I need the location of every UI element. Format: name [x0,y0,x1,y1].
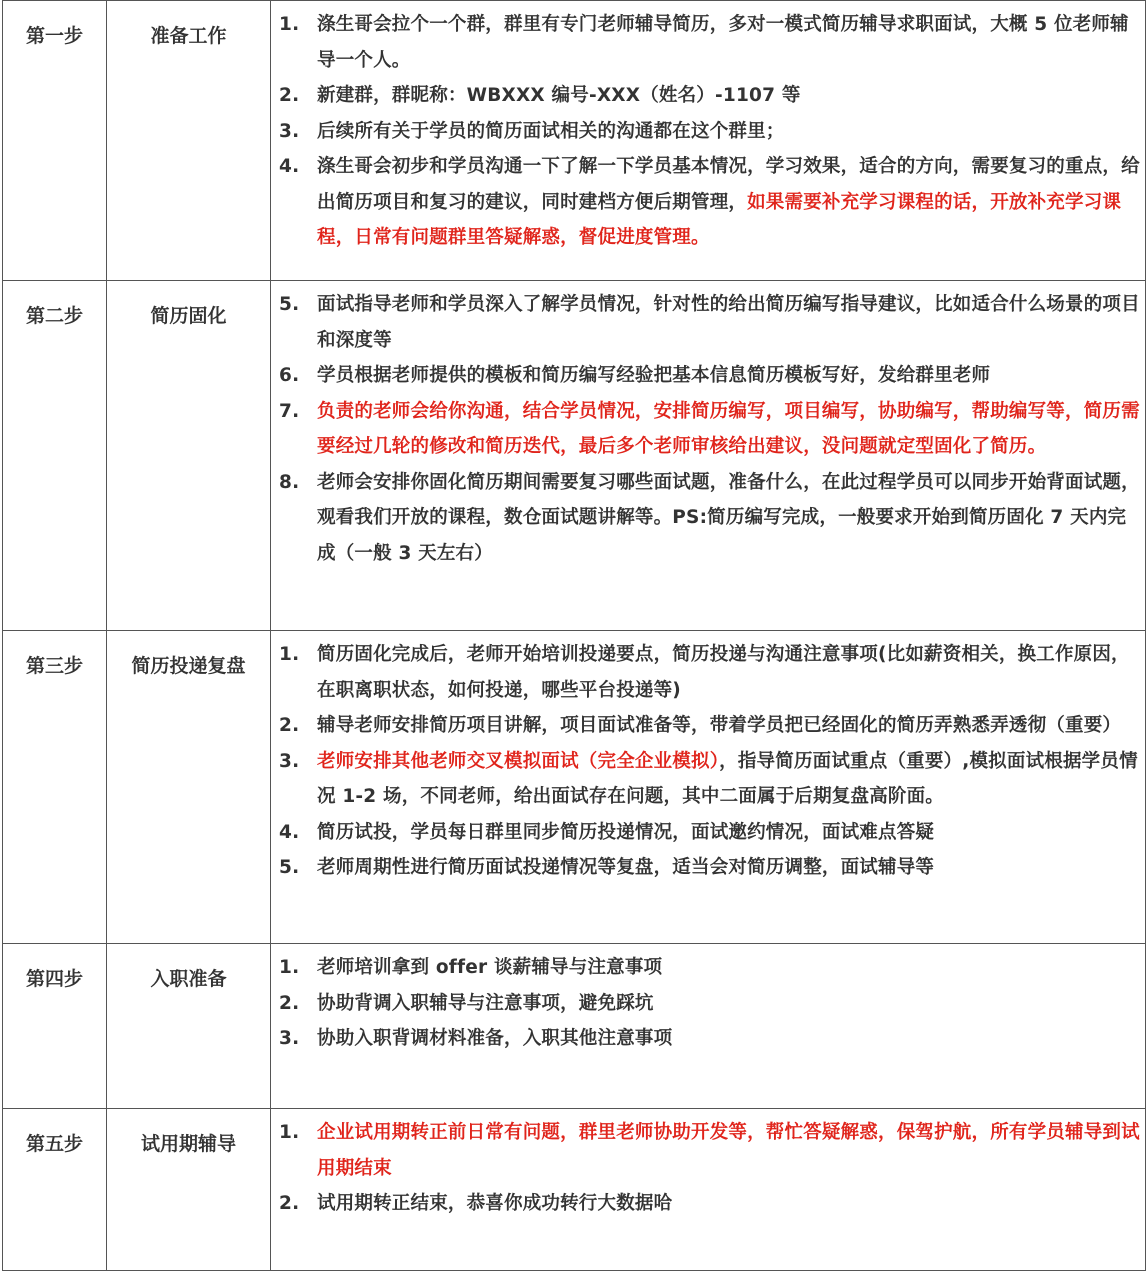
item-number: 3. [279,1028,300,1049]
item-text-segment: 老师培训拿到 offer 谈薪辅导与注意事项 [317,957,663,978]
list-item [279,815,1145,851]
item-number: 1. [279,14,300,35]
list-item [279,744,1145,815]
step-row [3,631,1146,944]
step-row [3,1,1146,281]
highlighted-text: 如果需要补充学习课程的话，开放补充学习课程，日常有问题群里答疑解惑，督促进度管理。 [317,191,1122,248]
step-title: 试用期辅导 [107,1109,271,1271]
step-content [271,1109,1146,1271]
item-number: 4. [279,156,300,177]
item-text [317,986,1145,1022]
item-number: 5. [279,857,300,878]
step-label: 第一步 [3,1,107,281]
highlighted-text: 老师安排其他老师交叉模拟面试（完全企业模拟） [317,750,720,772]
item-number: 8. [279,471,300,493]
item-text [317,114,1145,150]
list-item [279,149,1145,256]
step-item-list [279,637,1145,886]
step-item-list [279,287,1145,571]
step-title: 准备工作 [107,1,271,281]
item-text [317,465,1145,572]
step-title: 简历固化 [107,281,271,631]
item-number: 5. [279,294,300,315]
item-text [317,637,1145,708]
item-text [317,78,1145,114]
item-number: 2. [279,85,300,106]
item-number: 1. [279,644,300,665]
list-item [279,358,1145,394]
item-text [317,950,1145,986]
list-item [279,986,1145,1022]
list-item [279,7,1145,78]
item-text [317,1021,1145,1057]
step-item-list [279,7,1145,256]
list-item [279,394,1145,465]
step-content [271,281,1146,631]
item-text [317,287,1145,358]
step-label: 第四步 [3,944,107,1109]
step-title: 入职准备 [107,944,271,1109]
list-item [279,287,1145,358]
item-text [317,1186,1145,1222]
step-row [3,1109,1146,1271]
item-number: 2. [279,1193,300,1214]
item-text [317,850,1145,886]
list-item [279,114,1145,150]
steps-table-body [3,1,1146,1271]
step-content [271,944,1146,1109]
item-text [317,1115,1145,1186]
item-number: 2. [279,715,300,736]
item-text-segment: ，指导简历面试重点（重要）,模拟面试根据学员情况 1-2 场，不同老师，给出面试存在问题，其中二面属于后期复盘高阶面。 [317,750,1138,807]
item-text-segment: 辅导老师安排简历项目讲解，项目面试准备等，带着学员把已经固化的简历弄熟悉弄透彻（重要） [317,715,1122,736]
item-number: 3. [279,120,300,142]
item-text [317,815,1145,851]
step-item-list [279,950,1145,1057]
list-item [279,78,1145,114]
item-text-segment: 后续所有关于学员的简历面试相关的沟通都在这个群里； [317,120,785,142]
item-text-segment: 学员根据老师提供的模板和简历编写经验把基本信息简历模板写好，发给群里老师 [317,365,991,386]
list-item [279,1021,1145,1057]
highlighted-text: 负责的老师会给你沟通，结合学员情况，安排简历编写，项目编写，协助编写，帮助编写等，简历需要经过几轮的修改和简历迭代，最后多个老师审核给出建议，没问题就定型固化了简历。 [317,400,1140,457]
item-text [317,7,1145,78]
step-row [3,281,1146,631]
item-text-segment: 新建群，群昵称：WBXXX 编号-XXX（姓名）-1107 等 [317,85,801,106]
item-text-segment: 涤生哥会拉个一个群，群里有专门老师辅导简历，多对一模式简历辅导求职面试，大概 5 位老师辅导一个人。 [317,14,1129,71]
step-title: 简历投递复盘 [107,631,271,944]
item-text [317,149,1145,256]
list-item [279,1186,1145,1222]
list-item [279,708,1145,744]
step-label: 第五步 [3,1109,107,1271]
item-text [317,744,1145,815]
item-text-segment: 老师周期性进行简历面试投递情况等复盘，适当会对简历调整，面试辅导等 [317,857,935,878]
step-content [271,631,1146,944]
step-label: 第二步 [3,281,107,631]
item-text-segment: 协助背调入职辅导与注意事项，避免踩坑 [317,992,654,1014]
item-text-segment: 简历固化完成后，老师开始培训投递要点，简历投递与沟通注意事项(比如薪资相关，换工作原因，在职离职状态，如何投递，哪些平台投递等) [317,644,1130,701]
item-text [317,358,1145,394]
item-text-segment: 协助入职背调材料准备，入职其他注意事项 [317,1028,673,1049]
item-number: 3. [279,750,300,772]
item-text-segment: 涤生哥会初步和学员沟通一下了解一下学员基本情况，学习效果，适合的方向，需要复习的重点，给出简历项目和复习的建议，同时建档方便后期管理， [317,156,1140,213]
list-item [279,850,1145,886]
item-number: 7. [279,400,300,422]
item-number: 4. [279,821,300,843]
item-text-segment: 简历试投，学员每日群里同步简历投递情况，面试邀约情况，面试难点答疑 [317,821,935,843]
item-text-segment: 面试指导老师和学员深入了解学员情况，针对性的给出简历编写指导建议，比如适合什么场景的项目和深度等 [317,294,1140,351]
item-number: 1. [279,1122,300,1143]
step-row [3,944,1146,1109]
list-item [279,465,1145,572]
step-label: 第三步 [3,631,107,944]
list-item [279,950,1145,986]
item-text [317,394,1145,465]
item-text [317,708,1145,744]
item-text-segment: 试用期转正结束，恭喜你成功转行大数据哈 [317,1193,673,1214]
step-content [271,1,1146,281]
highlighted-text: 企业试用期转正前日常有问题，群里老师协助开发等，帮忙答疑解惑，保驾护航，所有学员辅导到试用期结束 [317,1122,1140,1179]
item-number: 2. [279,992,300,1014]
step-item-list [279,1115,1145,1222]
item-number: 6. [279,365,300,386]
item-number: 1. [279,957,300,978]
steps-table [2,0,1146,1271]
list-item [279,637,1145,708]
list-item [279,1115,1145,1186]
item-text-segment: 老师会安排你固化简历期间需要复习哪些面试题，准备什么，在此过程学员可以同步开始背面试题，观看我们开放的课程，数仓面试题讲解等。PS:简历编写完成，一般要求开始到简历固化 7 天内完成（一般 3 天左右） [317,471,1140,564]
